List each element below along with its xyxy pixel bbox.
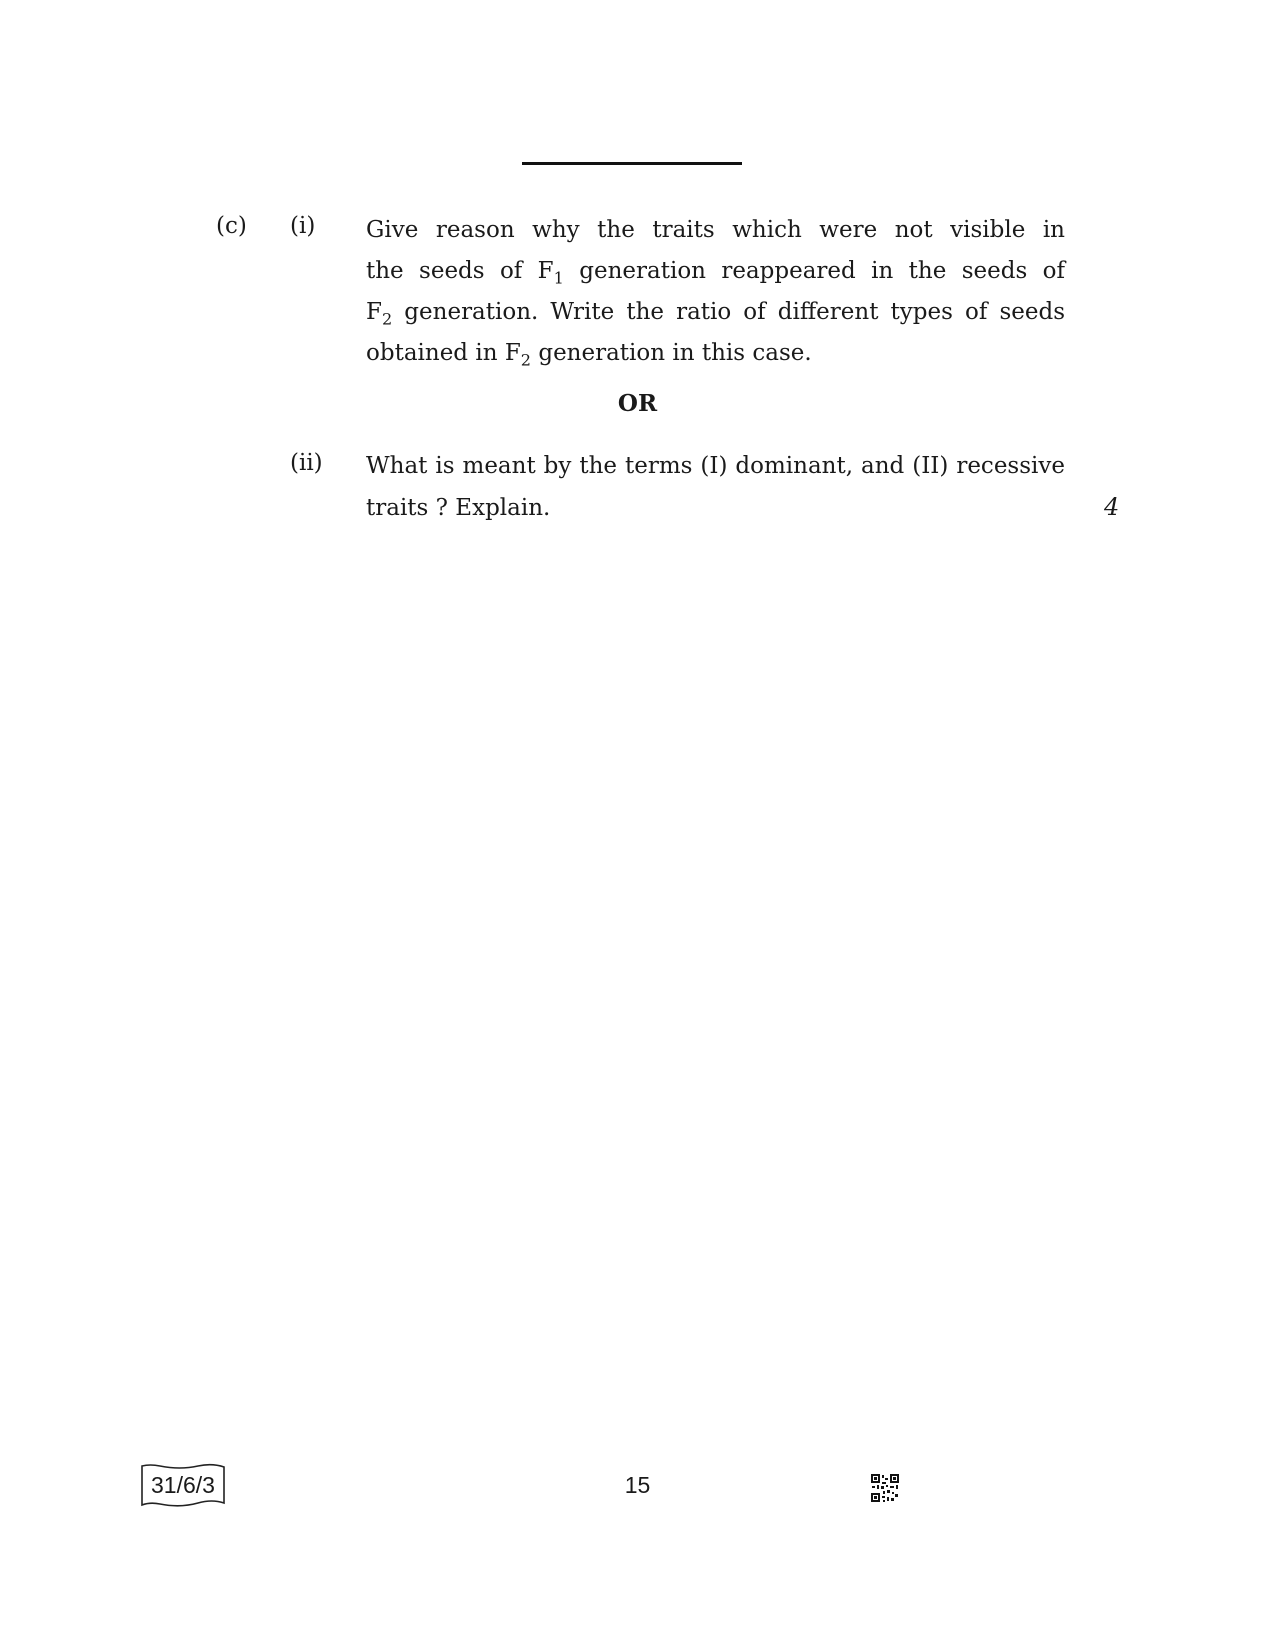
question-i-line-2: the seeds of $F_1$ generation reappeared in the seeds of — [366, 258, 1065, 288]
paper-code-text: 31/6/3 — [151, 1472, 215, 1498]
or-separator: OR — [617, 390, 658, 417]
question-i-line-4: obtained in $F_2$ generation in this case. — [366, 340, 812, 370]
question-i-line-1: Give reason why the traits which were not visible in — [366, 217, 1065, 243]
question-i-text — [366, 210, 1065, 374]
sub-label-ii: (ii) — [290, 450, 323, 476]
marks-value: 4 — [1104, 493, 1120, 521]
paper-code-badge — [140, 1463, 226, 1509]
question-i-line-3: $F_2$ generation. Write the ratio of different types of seeds — [366, 299, 1065, 329]
top-divider — [522, 162, 742, 165]
sub-label-i: (i) — [290, 213, 316, 239]
part-label-c: (c) — [216, 213, 247, 239]
question-ii-text — [366, 445, 1065, 529]
question-ii-line-1: What is meant by the terms (I) dominant, and (II) recessive — [366, 453, 1065, 479]
qr-code-icon — [871, 1474, 899, 1502]
page-number: 15 — [624, 1472, 651, 1498]
question-ii-line-2: traits ? Explain. — [366, 495, 551, 521]
